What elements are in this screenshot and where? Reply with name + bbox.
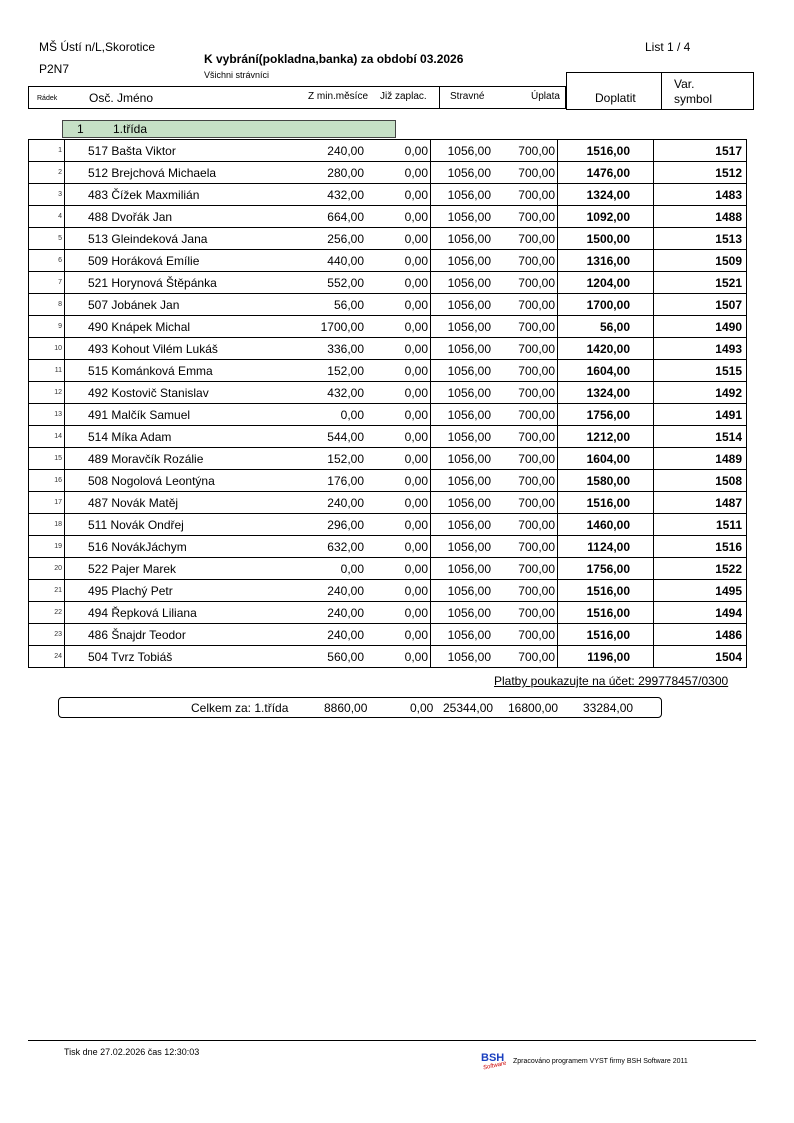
table-row [29,184,747,206]
cell-vs: 1495 [654,580,747,602]
cell-paid: 0,00 [364,470,431,492]
cell-meals: 1056,00 [431,558,492,580]
cell-fee: 700,00 [491,184,558,206]
cell-n: 24 [29,646,65,668]
cell-n: 20 [29,558,65,580]
group-name: 1.třída [113,122,148,136]
cell-topay: 1580,00 [558,470,654,492]
cell-prev: 440,00 [298,250,364,272]
organization-name: MŠ Ústí n/L,Skorotice [39,40,156,54]
cell-vs: 1521 [654,272,747,294]
bsh-logo-icon [481,1052,509,1076]
table-row [29,206,747,228]
cell-fee: 700,00 [491,382,558,404]
cell-meals: 1056,00 [431,404,492,426]
processed-by: Zpracováno programem VYST firmy BSH Software 2011 [513,1058,688,1065]
table-row [29,426,747,448]
cell-name: 521 Horynová Štěpánka [65,272,299,294]
cell-meals: 1056,00 [431,250,492,272]
cell-name: 492 Kostovič Stanislav [65,382,299,404]
cell-meals: 1056,00 [431,580,492,602]
cell-prev: 152,00 [298,448,364,470]
cell-name: 513 Gleindeková Jana [65,228,299,250]
group-total [58,697,662,718]
cell-topay: 1516,00 [558,492,654,514]
cell-vs: 1493 [654,338,747,360]
column-header-right [566,72,754,110]
col-row: Rádek [37,95,58,102]
cell-prev: 632,00 [298,536,364,558]
cell-paid: 0,00 [364,404,431,426]
cell-n: 17 [29,492,65,514]
cell-vs: 1490 [654,316,747,338]
cell-fee: 700,00 [491,558,558,580]
cell-meals: 1056,00 [431,514,492,536]
cell-vs: 1486 [654,624,747,646]
cell-topay: 1204,00 [558,272,654,294]
cell-meals: 1056,00 [431,272,492,294]
col-meals: Stravné [450,91,485,102]
cell-fee: 700,00 [491,646,558,668]
cell-meals: 1056,00 [431,536,492,558]
cell-paid: 0,00 [364,492,431,514]
cell-name: 516 NovákJáchym [65,536,299,558]
page-indicator: List 1 / 4 [645,40,691,54]
cell-n: 23 [29,624,65,646]
cell-name: 511 Novák Ondřej [65,514,299,536]
logo-text: BSH [481,1052,505,1064]
cell-n: 11 [29,360,65,382]
table-row [29,470,747,492]
cell-meals: 1056,00 [431,184,492,206]
cell-name: 512 Brejchová Michaela [65,162,299,184]
cell-paid: 0,00 [364,360,431,382]
cell-paid: 0,00 [364,206,431,228]
table-row [29,294,747,316]
cell-name: 514 Míka Adam [65,426,299,448]
cell-fee: 700,00 [491,602,558,624]
cell-meals: 1056,00 [431,360,492,382]
col-var-symbol: Var. symbol [674,77,713,106]
cell-name: 486 Šnajdr Teodor [65,624,299,646]
cell-name: 522 Pajer Marek [65,558,299,580]
cell-name: 489 Moravčík Rozálie [65,448,299,470]
cell-vs: 1492 [654,382,747,404]
print-timestamp: Tisk dne 27.02.2026 čas 12:30:03 [64,1047,200,1057]
cell-prev: 0,00 [298,558,364,580]
cell-topay: 1516,00 [558,140,654,162]
cell-paid: 0,00 [364,514,431,536]
table-row [29,382,747,404]
cell-paid: 0,00 [364,272,431,294]
cell-vs: 1513 [654,228,747,250]
cell-meals: 1056,00 [431,316,492,338]
table-row [29,250,747,272]
cell-fee: 700,00 [491,294,558,316]
cell-n: 22 [29,602,65,624]
cell-fee: 700,00 [491,536,558,558]
table-row [29,536,747,558]
cell-vs: 1515 [654,360,747,382]
cell-topay: 1324,00 [558,184,654,206]
cell-topay: 1516,00 [558,580,654,602]
col-already-paid: Již zaplac. [380,91,427,102]
cell-paid: 0,00 [364,228,431,250]
cell-paid: 0,00 [364,580,431,602]
cell-topay: 1756,00 [558,404,654,426]
cell-n: 15 [29,448,65,470]
cell-prev: 240,00 [298,580,364,602]
cell-n: 16 [29,470,65,492]
cell-paid: 0,00 [364,184,431,206]
cell-name: 487 Novák Matěj [65,492,299,514]
cell-paid: 0,00 [364,646,431,668]
cell-prev: 280,00 [298,162,364,184]
cell-meals: 1056,00 [431,602,492,624]
cell-topay: 1516,00 [558,602,654,624]
cell-name: 495 Plachý Petr [65,580,299,602]
report-code: P2N7 [39,62,70,76]
cell-name: 488 Dvořák Jan [65,206,299,228]
cell-fee: 700,00 [491,162,558,184]
cell-vs: 1494 [654,602,747,624]
column-header [28,86,566,109]
cell-topay: 1124,00 [558,536,654,558]
cell-fee: 700,00 [491,250,558,272]
table-row [29,272,747,294]
col-name: Osč. Jméno [89,91,154,105]
cell-vs: 1514 [654,426,747,448]
cell-vs: 1504 [654,646,747,668]
cell-fee: 700,00 [491,316,558,338]
cell-meals: 1056,00 [431,228,492,250]
footer-divider [28,1040,756,1041]
col-payment: Úplata [531,91,560,102]
cell-prev: 240,00 [298,140,364,162]
cell-paid: 0,00 [364,140,431,162]
cell-topay: 1196,00 [558,646,654,668]
cell-vs: 1511 [654,514,747,536]
table-row [29,228,747,250]
cell-n: 9 [29,316,65,338]
cell-meals: 1056,00 [431,448,492,470]
cell-name: 507 Jobánek Jan [65,294,299,316]
cell-fee: 700,00 [491,580,558,602]
cell-n: 1 [29,140,65,162]
table-row [29,338,747,360]
cell-vs: 1489 [654,448,747,470]
cell-vs: 1512 [654,162,747,184]
cell-n: 14 [29,426,65,448]
logo-subtext: Software [482,1060,508,1072]
cell-fee: 700,00 [491,272,558,294]
cell-prev: 544,00 [298,426,364,448]
cell-meals: 1056,00 [431,624,492,646]
table-row [29,558,747,580]
cell-meals: 1056,00 [431,470,492,492]
cell-name: 491 Malčík Samuel [65,404,299,426]
cell-name: 493 Kohout Vilém Lukáš [65,338,299,360]
cell-prev: 176,00 [298,470,364,492]
cell-meals: 1056,00 [431,162,492,184]
cell-vs: 1522 [654,558,747,580]
cell-paid: 0,00 [364,382,431,404]
cell-prev: 336,00 [298,338,364,360]
cell-paid: 0,00 [364,250,431,272]
total-prev: 8860,00 [324,701,368,715]
cell-topay: 1700,00 [558,294,654,316]
cell-prev: 240,00 [298,624,364,646]
report-title: K vybrání(pokladna,banka) za období 03.2026 [204,52,464,66]
total-meals: 25344,00 [443,701,494,715]
cell-prev: 256,00 [298,228,364,250]
cell-n: 21 [29,580,65,602]
cell-prev: 296,00 [298,514,364,536]
cell-paid: 0,00 [364,162,431,184]
cell-fee: 700,00 [491,404,558,426]
cell-name: 490 Knápek Michal [65,316,299,338]
cell-fee: 700,00 [491,140,558,162]
cell-meals: 1056,00 [431,206,492,228]
cell-name: 509 Horáková Emílie [65,250,299,272]
cell-meals: 1056,00 [431,294,492,316]
cell-topay: 56,00 [558,316,654,338]
cell-vs: 1488 [654,206,747,228]
col-to-pay: Doplatit [595,91,636,105]
cell-meals: 1056,00 [431,382,492,404]
cell-vs: 1508 [654,470,747,492]
cell-topay: 1476,00 [558,162,654,184]
cell-prev: 432,00 [298,382,364,404]
cell-paid: 0,00 [364,448,431,470]
cell-topay: 1324,00 [558,382,654,404]
cell-fee: 700,00 [491,514,558,536]
total-to-pay: 33284,00 [583,701,634,715]
cell-paid: 0,00 [364,624,431,646]
cell-fee: 700,00 [491,426,558,448]
table-row [29,580,747,602]
cell-prev: 0,00 [298,404,364,426]
cell-name: 483 Čížek Maxmilián [65,184,299,206]
table-row [29,646,747,668]
group-header [62,120,396,138]
cell-fee: 700,00 [491,360,558,382]
cell-topay: 1420,00 [558,338,654,360]
cell-fee: 700,00 [491,206,558,228]
cell-n: 18 [29,514,65,536]
cell-paid: 0,00 [364,558,431,580]
cell-name: 494 Řepková Liliana [65,602,299,624]
cell-vs: 1516 [654,536,747,558]
cell-paid: 0,00 [364,294,431,316]
table-row [29,624,747,646]
cell-prev: 664,00 [298,206,364,228]
cell-prev: 240,00 [298,492,364,514]
cell-topay: 1604,00 [558,448,654,470]
account-note: Platby poukazujte na účet: 299778457/0300 [494,674,729,688]
cell-n: 8 [29,294,65,316]
cell-paid: 0,00 [364,316,431,338]
table-row [29,602,747,624]
cell-prev: 1700,00 [298,316,364,338]
report-subtitle: Všichni strávníci [204,70,270,80]
total-paid: 0,00 [410,701,434,715]
table-row [29,492,747,514]
table-row [29,140,747,162]
cell-meals: 1056,00 [431,426,492,448]
cell-name: 515 Kománková Emma [65,360,299,382]
students-table [28,139,747,668]
cell-n: 13 [29,404,65,426]
cell-n: 6 [29,250,65,272]
cell-topay: 1092,00 [558,206,654,228]
cell-meals: 1056,00 [431,140,492,162]
cell-vs: 1509 [654,250,747,272]
table-row [29,316,747,338]
cell-fee: 700,00 [491,338,558,360]
cell-topay: 1516,00 [558,624,654,646]
cell-topay: 1460,00 [558,514,654,536]
cell-prev: 56,00 [298,294,364,316]
cell-vs: 1487 [654,492,747,514]
cell-topay: 1756,00 [558,558,654,580]
cell-n: 19 [29,536,65,558]
cell-paid: 0,00 [364,602,431,624]
cell-meals: 1056,00 [431,338,492,360]
cell-vs: 1507 [654,294,747,316]
table-row [29,514,747,536]
cell-prev: 240,00 [298,602,364,624]
cell-vs: 1483 [654,184,747,206]
cell-topay: 1500,00 [558,228,654,250]
total-fee: 16800,00 [508,701,559,715]
cell-name: 517 Bašta Viktor [65,140,299,162]
cell-meals: 1056,00 [431,492,492,514]
table-row [29,404,747,426]
table-row [29,162,747,184]
cell-fee: 700,00 [491,492,558,514]
cell-name: 508 Nogolová Leontýna [65,470,299,492]
cell-prev: 552,00 [298,272,364,294]
col-from-prev: Z min.měsíce [308,91,369,102]
total-label: Celkem za: 1.třída [191,701,289,715]
cell-n: 12 [29,382,65,404]
cell-topay: 1316,00 [558,250,654,272]
cell-prev: 152,00 [298,360,364,382]
cell-vs: 1491 [654,404,747,426]
cell-fee: 700,00 [491,624,558,646]
group-number: 1 [77,122,84,136]
table-row [29,360,747,382]
cell-topay: 1212,00 [558,426,654,448]
cell-fee: 700,00 [491,448,558,470]
cell-vs: 1517 [654,140,747,162]
cell-n: 5 [29,228,65,250]
cell-n: 4 [29,206,65,228]
cell-meals: 1056,00 [431,646,492,668]
cell-n: 2 [29,162,65,184]
cell-topay: 1604,00 [558,360,654,382]
cell-n: 7 [29,272,65,294]
cell-fee: 700,00 [491,470,558,492]
cell-prev: 560,00 [298,646,364,668]
cell-paid: 0,00 [364,426,431,448]
cell-paid: 0,00 [364,338,431,360]
cell-n: 10 [29,338,65,360]
cell-paid: 0,00 [364,536,431,558]
cell-prev: 432,00 [298,184,364,206]
table-row [29,448,747,470]
cell-name: 504 Tvrz Tobiáš [65,646,299,668]
cell-n: 3 [29,184,65,206]
cell-fee: 700,00 [491,228,558,250]
